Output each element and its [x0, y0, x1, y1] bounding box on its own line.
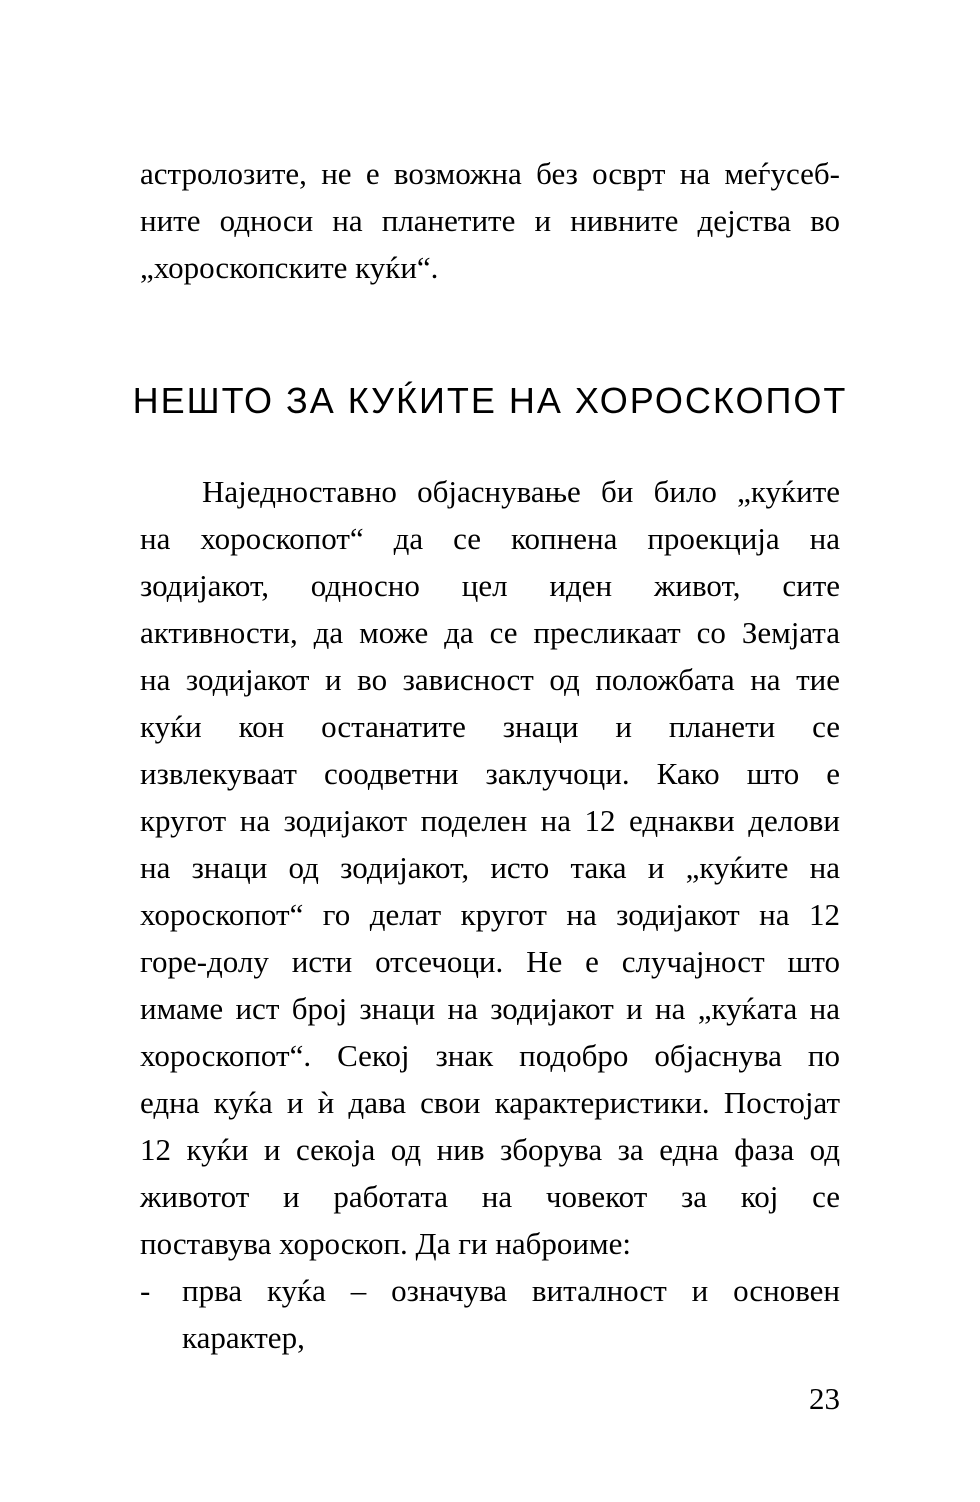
page-number: 23: [809, 1381, 840, 1416]
text-line: на зодијакот и во зависност од положбата на тие: [140, 662, 840, 697]
text-line: животот и работата на човекот за кој се: [140, 1179, 840, 1214]
text-line: хороскопот“ го делат кругот на зодијакот на 12: [140, 897, 840, 932]
text-line: карактер,: [182, 1320, 305, 1355]
text-line: прва куќа – означува виталност и основен: [182, 1273, 840, 1308]
paragraph-main: [140, 468, 840, 1361]
text-line: кругот на зодијакот поделен на 12 еднакви делови: [140, 803, 840, 838]
text-line: куќи кон останатите знаци и планети се: [140, 709, 840, 744]
text-line: хороскопот“. Секој знак подобро објаснува по: [140, 1038, 840, 1073]
text-line: активности, да може да се пресликаат со Земјата: [140, 615, 840, 650]
list-item-first-house: [140, 1267, 840, 1361]
text-line: зодијакот, односно цел иден живот, сите: [140, 568, 840, 603]
text-line: горе-долу исти отсечоци. Не е случајност што: [140, 944, 840, 979]
text-line: извлекуваат соодветни заклучоци. Како што е: [140, 756, 840, 791]
text-line: една куќа и ѝ дава свои карактеристики. Постојат: [140, 1085, 840, 1120]
text-line: Наједноставно објаснување би било „куќите: [202, 474, 840, 509]
list-dash-marker: -: [140, 1273, 151, 1308]
text-line: „хороскопските куќи“.: [140, 250, 439, 285]
text-line: астролозите, не е возможна без осврт на меѓусеб-: [140, 156, 840, 191]
text-line: ните односи на планетите и нивните дејства во: [140, 203, 840, 238]
text-line: 12 куќи и секоја од нив зборува за една фаза од: [140, 1132, 840, 1167]
text-line: на хороскопот“ да се копнена проекција на: [140, 521, 840, 556]
text-line: имаме ист број знаци на зодијакот и на „куќата на: [140, 991, 840, 1026]
text-line: на знаци од зодијакот, исто така и „куќите на: [140, 850, 840, 885]
section-heading: НЕШТО ЗА КУЌИТЕ НА ХОРОСКОПОТ: [132, 380, 848, 421]
text-line: поставува хороскоп. Да ги наброиме:: [140, 1226, 631, 1261]
list-item-text: [182, 1267, 840, 1361]
paragraph-continuation: [140, 150, 840, 291]
